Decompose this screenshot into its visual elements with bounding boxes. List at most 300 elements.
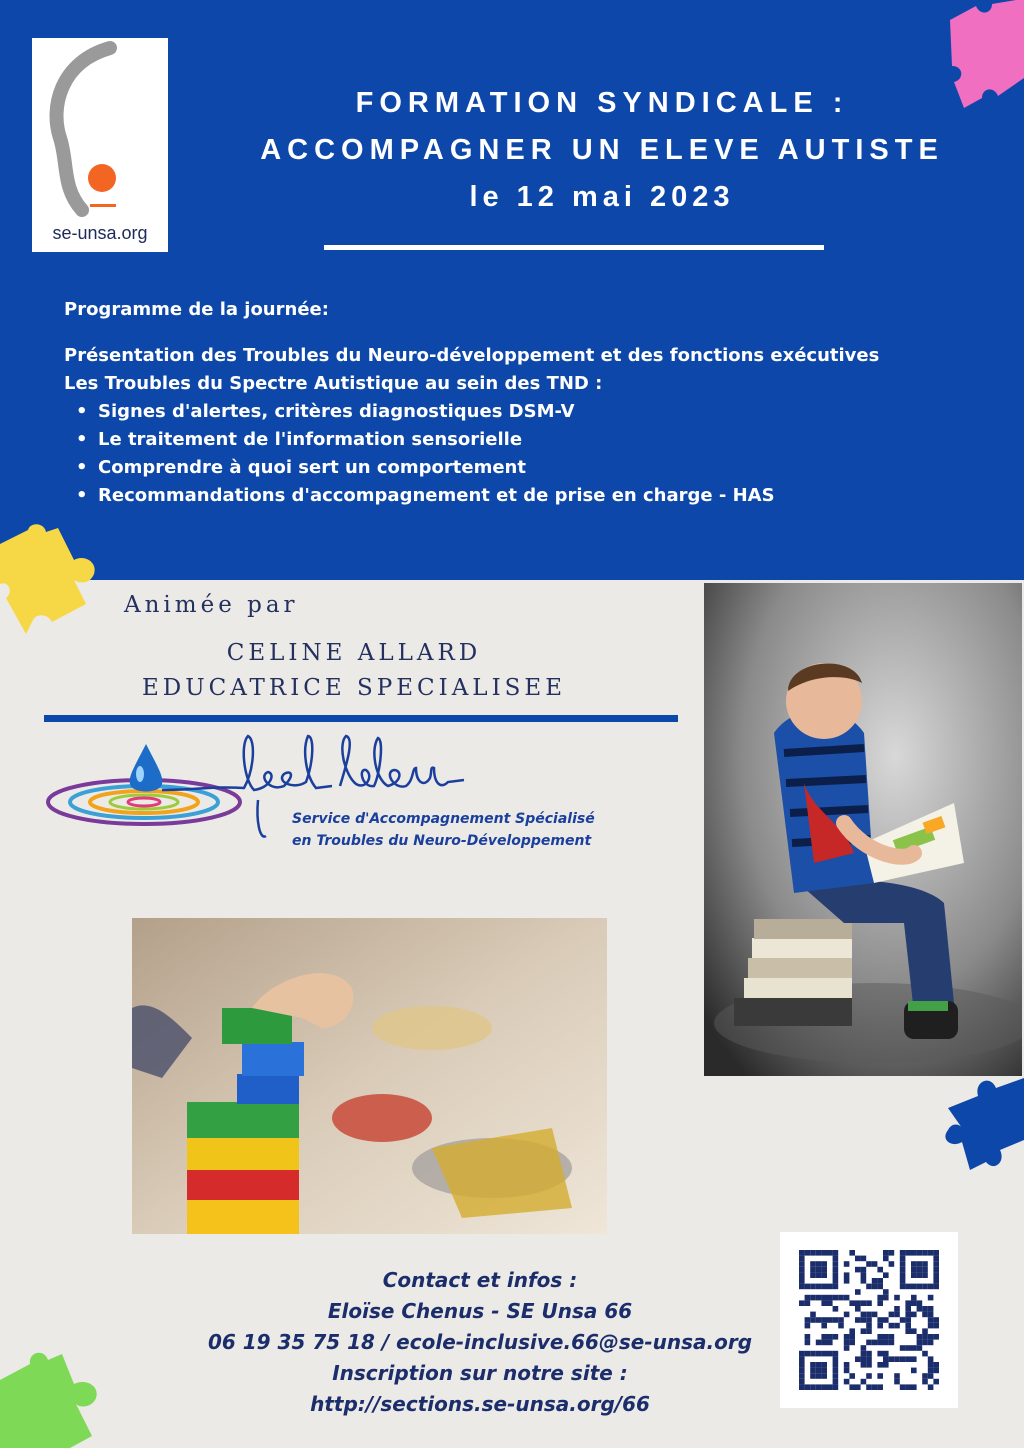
qr-module xyxy=(833,1256,839,1262)
animator-role: EDUCATRICE SPECIALISEE xyxy=(141,675,566,701)
qr-module xyxy=(855,1300,861,1306)
animator-name: CELINE ALLARD xyxy=(226,640,482,666)
qr-module xyxy=(838,1323,844,1329)
qr-module xyxy=(816,1368,822,1374)
qr-module xyxy=(883,1340,889,1346)
qr-module xyxy=(816,1261,822,1267)
qr-module xyxy=(922,1272,928,1278)
qr-module xyxy=(905,1317,911,1323)
qr-module xyxy=(821,1351,827,1357)
qr-module xyxy=(810,1267,816,1273)
qr-module xyxy=(917,1340,923,1346)
qr-module xyxy=(883,1272,889,1278)
qr-module xyxy=(883,1295,889,1301)
qr-module xyxy=(833,1351,839,1357)
qr-module xyxy=(844,1334,850,1340)
qr-module xyxy=(866,1261,872,1267)
qr-module xyxy=(866,1317,872,1323)
logo-url-text: se-unsa.org xyxy=(52,223,148,243)
qr-module xyxy=(849,1300,855,1306)
qr-module xyxy=(877,1323,883,1329)
qr-module xyxy=(866,1300,872,1306)
registration-link[interactable]: http://sections.se-unsa.org/66 xyxy=(310,1392,650,1416)
qr-module xyxy=(872,1340,878,1346)
qr-module xyxy=(883,1256,889,1262)
qr-module xyxy=(799,1284,805,1290)
se-unsa-logo xyxy=(32,38,168,252)
qr-module xyxy=(933,1379,939,1385)
qr-module xyxy=(833,1356,839,1362)
qr-module xyxy=(833,1306,839,1312)
qr-module xyxy=(821,1340,827,1346)
qr-module xyxy=(855,1256,861,1262)
qr-module xyxy=(877,1284,883,1290)
qr-module xyxy=(894,1373,900,1379)
qr-module xyxy=(855,1356,861,1362)
qr-module xyxy=(889,1334,895,1340)
qr-module xyxy=(821,1323,827,1329)
qr-module xyxy=(833,1317,839,1323)
qr-module xyxy=(799,1362,805,1368)
title-date: le 12 mai 2023 xyxy=(469,181,735,213)
contact-phone-email[interactable]: 06 19 35 75 18 / ecole-inclusive.66@se-unsa.org xyxy=(207,1330,753,1354)
qr-module xyxy=(849,1340,855,1346)
qr-module xyxy=(849,1250,855,1256)
qr-module xyxy=(844,1272,850,1278)
qr-module xyxy=(883,1289,889,1295)
qr-module xyxy=(877,1351,883,1357)
qr-module xyxy=(900,1284,906,1290)
qr-module xyxy=(905,1345,911,1351)
qr-module xyxy=(821,1362,827,1368)
qr-module xyxy=(844,1278,850,1284)
qr-module xyxy=(799,1379,805,1385)
qr-module xyxy=(861,1278,867,1284)
qr-module xyxy=(883,1362,889,1368)
qr-module xyxy=(799,1278,805,1284)
qr-module xyxy=(833,1295,839,1301)
qr-module xyxy=(821,1334,827,1340)
qr-module xyxy=(933,1256,939,1262)
qr-module xyxy=(933,1368,939,1374)
building-blocks-photo xyxy=(132,918,607,1234)
program-intro-2: Les Troubles du Spectre Autistique au sein des TND : xyxy=(64,373,603,394)
qr-module xyxy=(911,1328,917,1334)
qr-module xyxy=(917,1345,923,1351)
qr-module xyxy=(844,1340,850,1346)
qr-module xyxy=(821,1250,827,1256)
registration-label: Inscription sur notre site : xyxy=(332,1361,628,1385)
qr-module xyxy=(866,1384,872,1390)
qr-module xyxy=(855,1289,861,1295)
title-line-2: ACCOMPAGNER UN ELEVE AUTISTE xyxy=(260,134,944,166)
qr-module xyxy=(810,1295,816,1301)
qr-module xyxy=(844,1345,850,1351)
qr-module xyxy=(866,1351,872,1357)
qr-module xyxy=(855,1384,861,1390)
qr-module xyxy=(816,1317,822,1323)
feel-bleu-subtitle-line-1: Service d'Accompagnement Spécialisé xyxy=(292,811,595,827)
qr-module xyxy=(844,1295,850,1301)
program-intro-1: Présentation des Troubles du Neuro-développement et des fonctions exécutives xyxy=(64,345,880,366)
qr-module xyxy=(894,1356,900,1362)
qr-module xyxy=(883,1351,889,1357)
qr-module xyxy=(799,1250,805,1256)
qr-module xyxy=(866,1373,872,1379)
qr-module xyxy=(810,1272,816,1278)
qr-module xyxy=(877,1295,883,1301)
qr-module xyxy=(799,1267,805,1273)
qr-module xyxy=(799,1272,805,1278)
qr-module xyxy=(877,1317,883,1323)
qr-module xyxy=(810,1250,816,1256)
qr-module xyxy=(827,1384,833,1390)
qr-module xyxy=(894,1295,900,1301)
qr-module xyxy=(844,1368,850,1374)
qr-module xyxy=(827,1351,833,1357)
qr-module xyxy=(889,1250,895,1256)
program-bullet: • Comprendre à quoi sert un comportement xyxy=(98,454,879,482)
qr-module xyxy=(827,1334,833,1340)
qr-module xyxy=(816,1373,822,1379)
qr-module xyxy=(861,1328,867,1334)
title-line-1: FORMATION SYNDICALE : xyxy=(355,87,849,119)
qr-module xyxy=(827,1340,833,1346)
qr-module xyxy=(838,1317,844,1323)
qr-module xyxy=(805,1334,811,1340)
qr-module xyxy=(905,1356,911,1362)
qr-module xyxy=(805,1323,811,1329)
qr-module xyxy=(928,1362,934,1368)
qr-module xyxy=(816,1267,822,1273)
qr-module xyxy=(833,1272,839,1278)
title-divider xyxy=(324,245,824,250)
qr-module xyxy=(928,1323,934,1329)
boy-reading-photo-graphic xyxy=(704,583,1022,1076)
qr-module xyxy=(928,1340,934,1346)
qr-module xyxy=(922,1328,928,1334)
qr-module xyxy=(821,1373,827,1379)
qr-module xyxy=(844,1312,850,1318)
qr-module xyxy=(866,1340,872,1346)
qr-module xyxy=(866,1284,872,1290)
qr-module xyxy=(905,1323,911,1329)
contact-heading: Contact et infos : xyxy=(382,1268,578,1292)
qr-module xyxy=(917,1306,923,1312)
qr-module xyxy=(849,1373,855,1379)
qr-module xyxy=(866,1312,872,1318)
qr-module xyxy=(922,1312,928,1318)
qr-module xyxy=(889,1323,895,1329)
qr-module xyxy=(928,1284,934,1290)
qr-module xyxy=(810,1351,816,1357)
building-blocks-photo-graphic xyxy=(132,918,607,1234)
qr-module xyxy=(799,1256,805,1262)
qr-module xyxy=(928,1334,934,1340)
qr-module xyxy=(900,1261,906,1267)
qr-module xyxy=(833,1373,839,1379)
qr-module xyxy=(872,1261,878,1267)
qr-module xyxy=(816,1362,822,1368)
qr-module xyxy=(933,1284,939,1290)
qr-module xyxy=(861,1300,867,1306)
animator-block xyxy=(44,636,664,706)
green-puzzle-piece-icon xyxy=(0,1350,104,1448)
qr-module xyxy=(933,1323,939,1329)
qr-module xyxy=(922,1267,928,1273)
qr-module xyxy=(816,1384,822,1390)
qr-module xyxy=(799,1356,805,1362)
qr-module xyxy=(911,1345,917,1351)
qr-module xyxy=(928,1368,934,1374)
qr-module xyxy=(900,1256,906,1262)
qr-module xyxy=(922,1334,928,1340)
qr-module xyxy=(894,1323,900,1329)
qr-module xyxy=(799,1373,805,1379)
qr-module xyxy=(810,1317,816,1323)
qr-module xyxy=(883,1250,889,1256)
qr-module xyxy=(833,1362,839,1368)
qr-module xyxy=(821,1317,827,1323)
qr-module xyxy=(833,1334,839,1340)
qr-module xyxy=(894,1379,900,1385)
qr-module xyxy=(911,1261,917,1267)
qr-module xyxy=(821,1368,827,1374)
qr-module xyxy=(917,1250,923,1256)
qr-module xyxy=(917,1261,923,1267)
qr-module xyxy=(905,1384,911,1390)
contact-section xyxy=(180,1265,780,1420)
program-list xyxy=(64,398,879,510)
program-bullet: • Recommandations d'accompagnement et de prise en charge - HAS xyxy=(98,482,879,510)
qr-module xyxy=(933,1278,939,1284)
qr-module xyxy=(922,1373,928,1379)
qr-module xyxy=(833,1368,839,1374)
qr-module xyxy=(883,1356,889,1362)
qr-module xyxy=(861,1267,867,1273)
qr-module xyxy=(889,1312,895,1318)
qr-module xyxy=(877,1334,883,1340)
qr-module xyxy=(933,1362,939,1368)
program-section xyxy=(64,296,879,510)
qr-module xyxy=(917,1284,923,1290)
program-bullet: • Signes d'alertes, critères diagnostiques DSM-V xyxy=(98,398,879,426)
qr-module xyxy=(827,1295,833,1301)
qr-module xyxy=(928,1384,934,1390)
qr-module xyxy=(922,1306,928,1312)
qr-module xyxy=(928,1295,934,1301)
qr-module xyxy=(861,1379,867,1385)
qr-module xyxy=(821,1284,827,1290)
page-title xyxy=(200,80,1004,221)
qr-module xyxy=(827,1250,833,1256)
qr-module xyxy=(889,1261,895,1267)
feel-bleu-subtitle xyxy=(292,808,595,852)
qr-module xyxy=(917,1272,923,1278)
qr-module xyxy=(922,1250,928,1256)
qr-module xyxy=(833,1261,839,1267)
qr-module xyxy=(866,1328,872,1334)
qr-module xyxy=(883,1317,889,1323)
qr-module xyxy=(805,1295,811,1301)
qr-module xyxy=(805,1384,811,1390)
qr-module xyxy=(911,1250,917,1256)
qr-module xyxy=(933,1272,939,1278)
qr-module xyxy=(816,1250,822,1256)
qr-module xyxy=(799,1368,805,1374)
qr-module xyxy=(833,1379,839,1385)
qr-module xyxy=(933,1317,939,1323)
blue-puzzle-piece-icon xyxy=(940,1070,1024,1180)
qr-module xyxy=(900,1345,906,1351)
qr-module xyxy=(855,1306,861,1312)
qr-module xyxy=(911,1384,917,1390)
qr-module xyxy=(911,1295,917,1301)
qr-module xyxy=(900,1278,906,1284)
qr-module xyxy=(799,1384,805,1390)
qr-module xyxy=(810,1312,816,1318)
qr-module xyxy=(872,1384,878,1390)
qr-module xyxy=(911,1300,917,1306)
qr-module xyxy=(900,1317,906,1323)
qr-module xyxy=(821,1272,827,1278)
qr-module xyxy=(933,1261,939,1267)
qr-module xyxy=(877,1267,883,1273)
qr-module xyxy=(827,1300,833,1306)
qr-module xyxy=(844,1379,850,1385)
qr-module xyxy=(861,1256,867,1262)
qr-module xyxy=(838,1295,844,1301)
pink-puzzle-piece-icon xyxy=(936,0,1024,110)
qr-module xyxy=(821,1261,827,1267)
qr-module xyxy=(877,1373,883,1379)
qr-module xyxy=(866,1362,872,1368)
qr-module xyxy=(872,1312,878,1318)
qr-module xyxy=(861,1272,867,1278)
qr-module xyxy=(905,1312,911,1318)
qr-module xyxy=(821,1384,827,1390)
qr-module xyxy=(799,1261,805,1267)
qr-module xyxy=(821,1295,827,1301)
contact-person: Eloïse Chenus - SE Unsa 66 xyxy=(327,1299,633,1323)
qr-module xyxy=(933,1267,939,1273)
qr-module xyxy=(805,1284,811,1290)
qr-module xyxy=(833,1267,839,1273)
qr-module xyxy=(810,1373,816,1379)
qr-module xyxy=(816,1351,822,1357)
qr-module xyxy=(933,1250,939,1256)
feel-bleu-subtitle-line-2: en Troubles du Neuro-Développement xyxy=(292,833,592,849)
qr-module xyxy=(928,1312,934,1318)
qr-module xyxy=(877,1362,883,1368)
qr-module xyxy=(905,1328,911,1334)
qr-module xyxy=(810,1384,816,1390)
qr-module xyxy=(821,1267,827,1273)
qr-module xyxy=(872,1278,878,1284)
qr-module xyxy=(849,1328,855,1334)
qr-module xyxy=(900,1250,906,1256)
qr-module xyxy=(799,1351,805,1357)
qr-module xyxy=(911,1272,917,1278)
qr-module xyxy=(928,1250,934,1256)
qr-module xyxy=(855,1317,861,1323)
qr-module xyxy=(917,1334,923,1340)
qr-module xyxy=(872,1284,878,1290)
program-heading: Programme de la journée: xyxy=(64,299,329,320)
qr-module xyxy=(911,1368,917,1374)
qr-module xyxy=(883,1334,889,1340)
qr-module xyxy=(877,1278,883,1284)
qr-module xyxy=(805,1250,811,1256)
qr-module xyxy=(833,1278,839,1284)
feel-bleu-logo xyxy=(44,730,664,870)
qr-module xyxy=(827,1284,833,1290)
qr-module xyxy=(816,1284,822,1290)
qr-module xyxy=(816,1295,822,1301)
qr-module xyxy=(816,1340,822,1346)
qr-module xyxy=(889,1340,895,1346)
qr-module xyxy=(861,1317,867,1323)
qr-module xyxy=(905,1250,911,1256)
qr-module xyxy=(849,1384,855,1390)
qr-module xyxy=(833,1284,839,1290)
qr-module xyxy=(877,1300,883,1306)
qr-module xyxy=(894,1312,900,1318)
qr-module xyxy=(877,1384,883,1390)
qr-module xyxy=(911,1312,917,1318)
qr-module xyxy=(900,1384,906,1390)
qr-module xyxy=(905,1300,911,1306)
qr-module xyxy=(900,1272,906,1278)
boy-reading-photo xyxy=(704,583,1022,1076)
program-bullet: • Le traitement de l'information sensorielle xyxy=(98,426,879,454)
qr-code[interactable] xyxy=(780,1232,958,1408)
qr-module xyxy=(861,1362,867,1368)
qr-module xyxy=(810,1368,816,1374)
yellow-puzzle-piece-icon xyxy=(0,522,100,634)
qr-module xyxy=(866,1323,872,1329)
qr-module xyxy=(821,1300,827,1306)
qr-module xyxy=(900,1356,906,1362)
qr-module xyxy=(861,1312,867,1318)
qr-module xyxy=(928,1317,934,1323)
qr-module xyxy=(905,1306,911,1312)
qr-module xyxy=(911,1284,917,1290)
qr-module xyxy=(900,1267,906,1273)
animator-label: Animée par xyxy=(124,592,299,618)
qr-module xyxy=(922,1284,928,1290)
qr-module xyxy=(922,1379,928,1385)
qr-module xyxy=(810,1362,816,1368)
qr-module xyxy=(905,1284,911,1290)
qr-module xyxy=(805,1317,811,1323)
qr-module xyxy=(911,1356,917,1362)
qr-module xyxy=(861,1356,867,1362)
qr-module xyxy=(866,1356,872,1362)
qr-module xyxy=(889,1356,895,1362)
qr-module xyxy=(922,1340,928,1346)
qr-module xyxy=(894,1306,900,1312)
qr-module xyxy=(922,1351,928,1357)
qr-module xyxy=(917,1300,923,1306)
qr-module xyxy=(855,1267,861,1273)
qr-module xyxy=(928,1306,934,1312)
qr-module xyxy=(799,1300,805,1306)
qr-module xyxy=(827,1317,833,1323)
qr-module xyxy=(928,1356,934,1362)
qr-module xyxy=(911,1267,917,1273)
qr-module xyxy=(805,1300,811,1306)
